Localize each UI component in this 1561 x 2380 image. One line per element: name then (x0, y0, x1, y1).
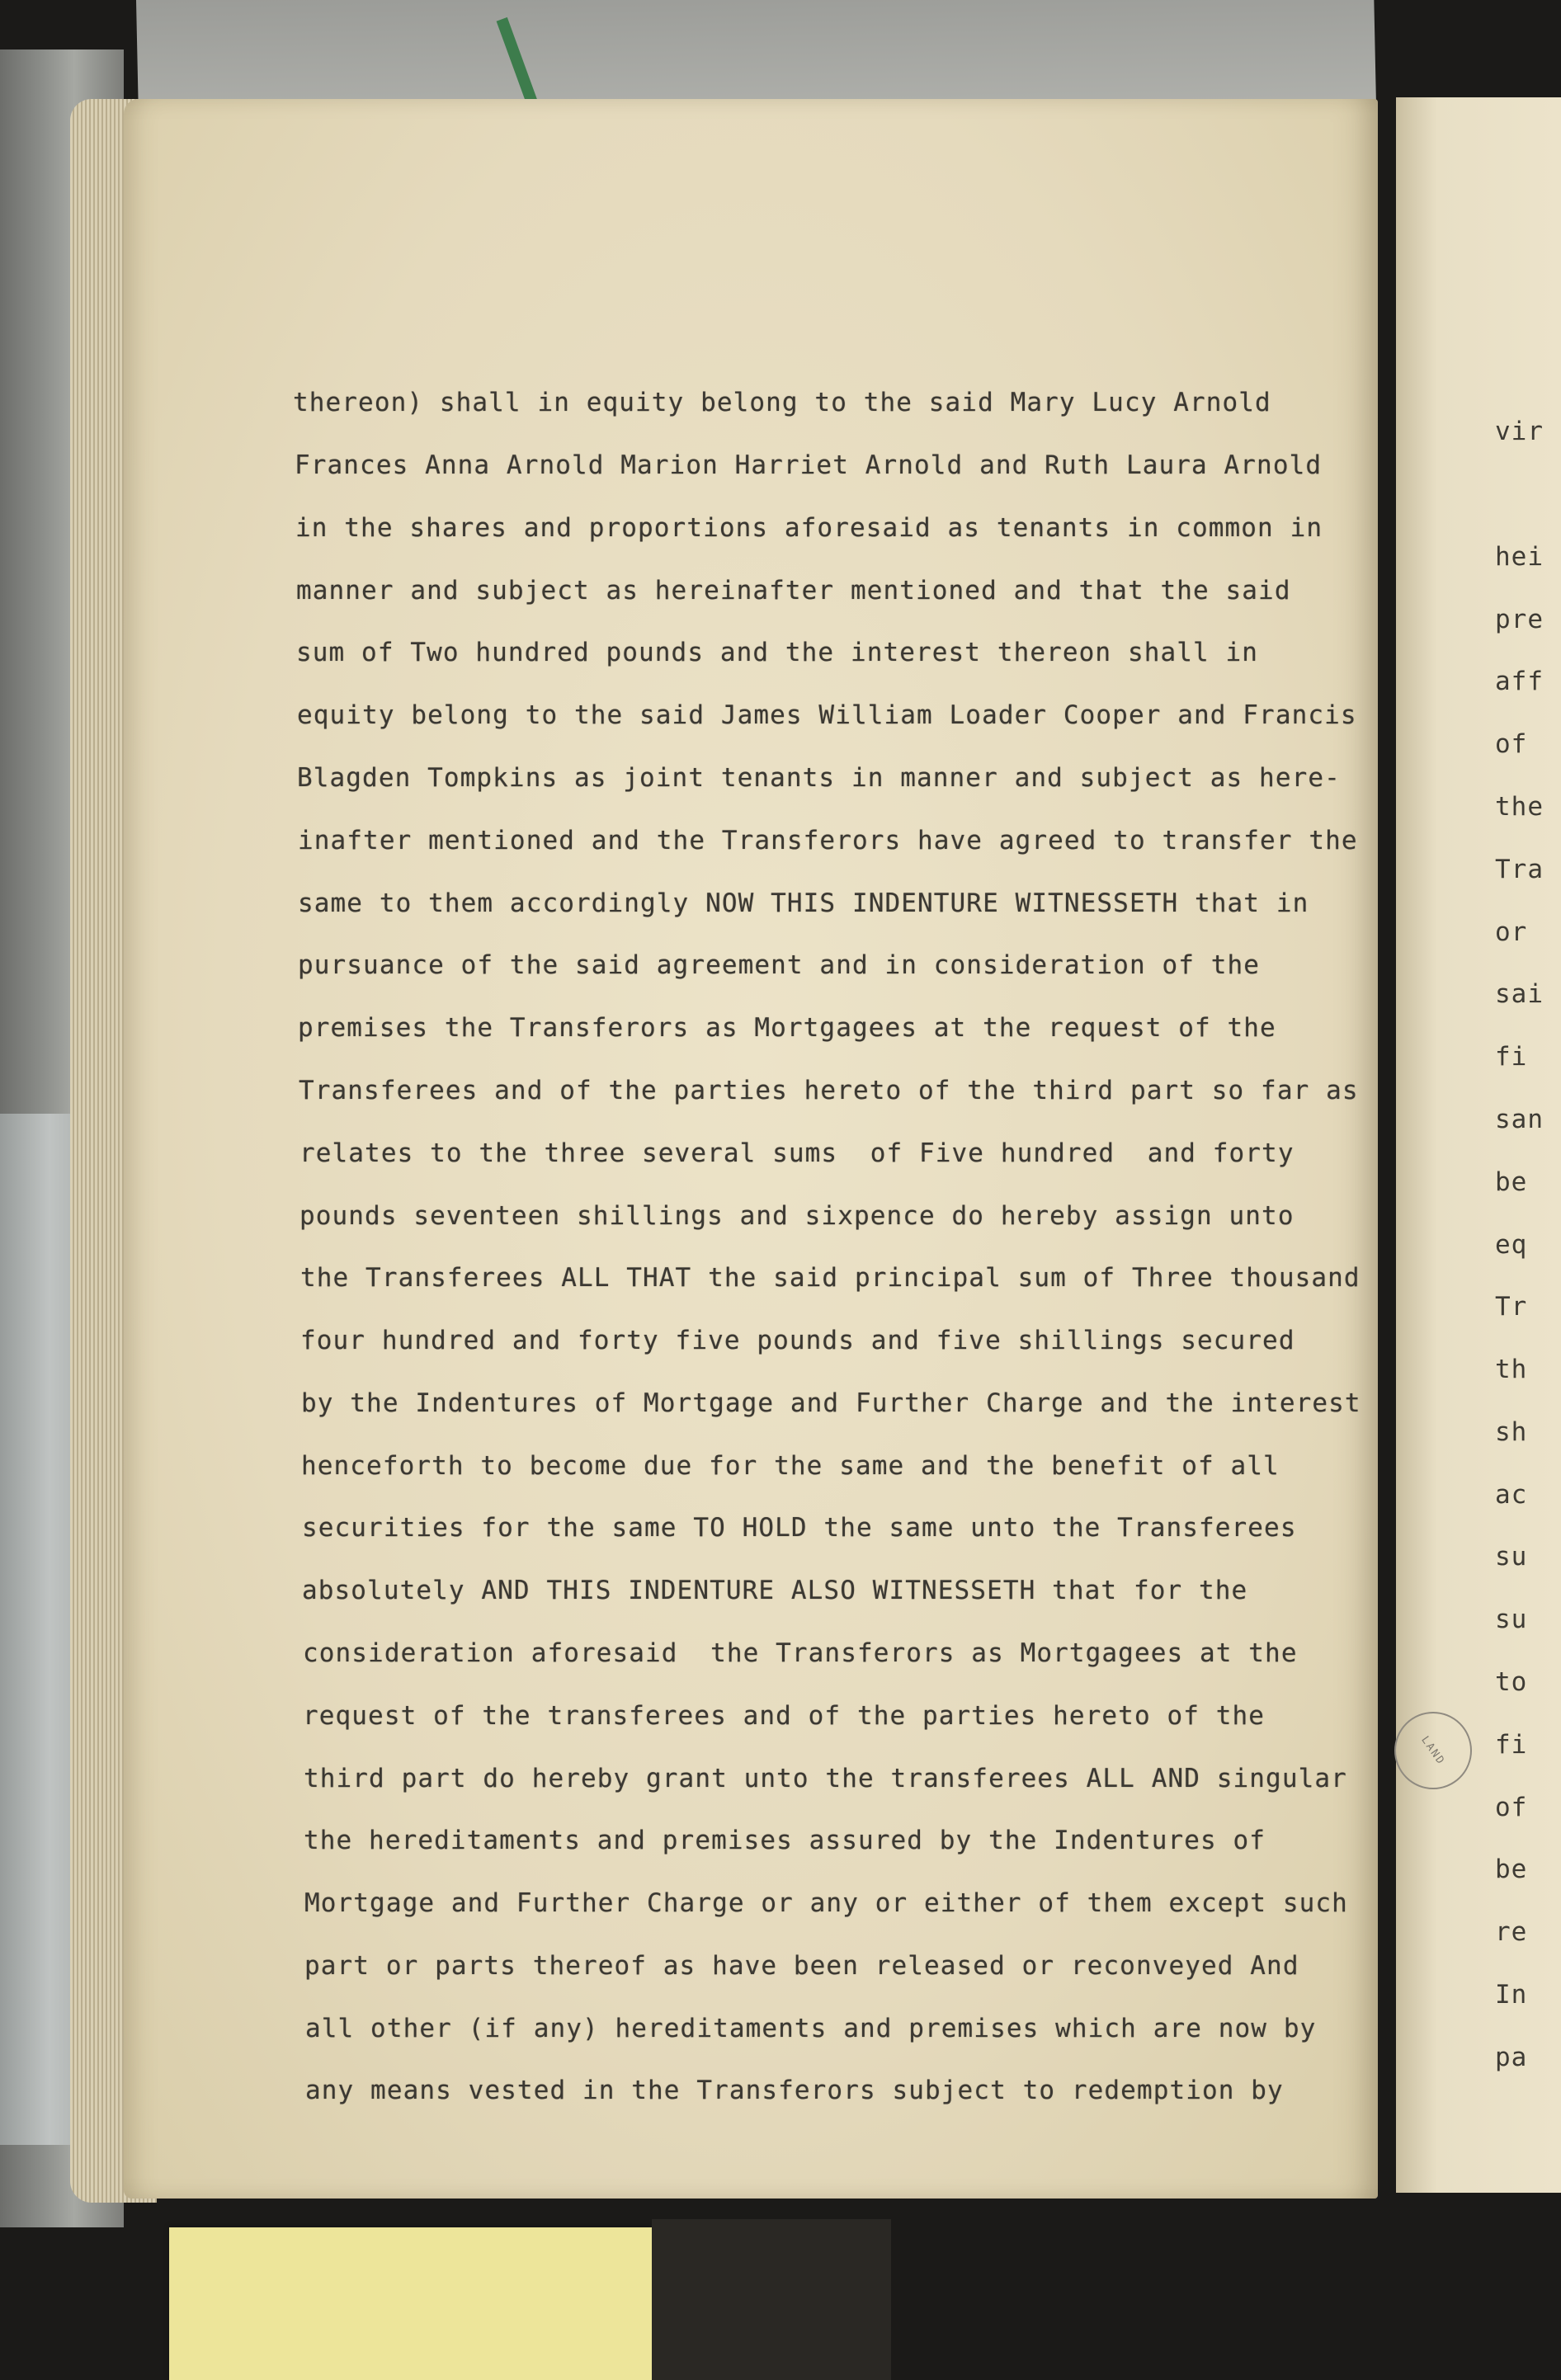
text-line: thereon) shall in equity belong to the said Mary Lucy Arnold (293, 388, 1271, 417)
facing-line: Tr (1495, 1292, 1528, 1322)
facing-line: fi (1495, 1042, 1528, 1072)
text-line: third part do hereby grant unto the transferees ALL AND singular (304, 1764, 1347, 1793)
facing-page (1396, 97, 1561, 2193)
facing-line: In (1495, 1980, 1528, 2010)
text-line: relates to the three several sums of Five hundred and forty (299, 1138, 1295, 1168)
facing-line: san (1495, 1105, 1544, 1134)
text-line: any means vested in the Transferors subject to redemption by (305, 2076, 1284, 2105)
text-line: all other (if any) hereditaments and premises which are now by (305, 2014, 1317, 2043)
text-line: absolutely AND THIS INDENTURE ALSO WITNESSETH that for the (302, 1576, 1248, 1605)
facing-line: su (1495, 1605, 1528, 1634)
text-line: consideration aforesaid the Transferors as Mortgagees at the (303, 1638, 1298, 1668)
facing-line: the (1495, 792, 1544, 822)
text-line: four hundred and forty five pounds and five shillings secured (300, 1326, 1295, 1355)
text-line: henceforth to become due for the same and the benefit of all (301, 1451, 1280, 1481)
text-line: request of the transferees and of the parties hereto of the (303, 1701, 1266, 1731)
sticky-note (169, 2227, 652, 2380)
facing-line: Tra (1495, 855, 1544, 884)
stamp-label: LAND (1418, 1733, 1448, 1768)
text-line: equity belong to the said James William Loader Cooper and Francis (297, 700, 1357, 730)
facing-line: be (1495, 1167, 1528, 1197)
text-line: Frances Anna Arnold Marion Harriet Arnold and Ruth Laura Arnold (295, 450, 1323, 480)
facing-line: sh (1495, 1417, 1528, 1447)
text-line: part or parts thereof as have been released or reconveyed And (304, 1951, 1299, 1981)
facing-line: sai (1495, 979, 1544, 1009)
dark-tab (652, 2219, 891, 2380)
text-line: Blagden Tompkins as joint tenants in manner and subject as here- (297, 763, 1341, 793)
facing-line: vir (1495, 417, 1544, 446)
facing-line: eq (1495, 1230, 1528, 1260)
text-line: in the shares and proportions aforesaid as tenants in common in (295, 513, 1323, 543)
facing-line: be (1495, 1855, 1528, 1884)
facing-line: ac (1495, 1480, 1528, 1510)
facing-line: su (1495, 1542, 1528, 1572)
facing-line: th (1495, 1355, 1528, 1384)
text-line: inafter mentioned and the Transferors have agreed to transfer the (298, 826, 1358, 855)
text-line: same to them accordingly NOW THIS INDENTURE WITNESSETH that in (298, 888, 1309, 918)
facing-line: pre (1495, 605, 1544, 634)
text-line: the hereditaments and premises assured by the Indentures of (304, 1826, 1266, 1855)
text-line: manner and subject as hereinafter mentioned and that the said (296, 576, 1291, 606)
text-line: securities for the same TO HOLD the same unto the Transferees (302, 1513, 1297, 1543)
text-line: the Transferees ALL THAT the said principal sum of Three thousand (300, 1263, 1361, 1293)
facing-line: pa (1495, 2043, 1528, 2072)
facing-line: or (1495, 917, 1528, 947)
text-line: pounds seventeen shillings and sixpence do hereby assign unto (299, 1201, 1295, 1231)
facing-line: re (1495, 1917, 1528, 1947)
text-line: sum of Two hundred pounds and the interest thereon shall in (296, 638, 1259, 667)
facing-line: hei (1495, 542, 1544, 572)
text-line: premises the Transferors as Mortgagees at the request of the (298, 1013, 1276, 1043)
facing-line: aff (1495, 667, 1544, 696)
text-line: pursuance of the said agreement and in consideration of the (298, 950, 1261, 980)
text-line: Transferees and of the parties hereto of the third part so far as (299, 1076, 1359, 1105)
land-registry-stamp (1394, 1712, 1472, 1789)
text-line: by the Indentures of Mortgage and Further Charge and the interest (301, 1388, 1361, 1418)
facing-line: of (1495, 1793, 1528, 1822)
text-line: Mortgage and Further Charge or any or either of them except such (304, 1888, 1348, 1918)
facing-line: fi (1495, 1730, 1528, 1760)
facing-line: of (1495, 729, 1528, 759)
facing-line: to (1495, 1667, 1528, 1697)
